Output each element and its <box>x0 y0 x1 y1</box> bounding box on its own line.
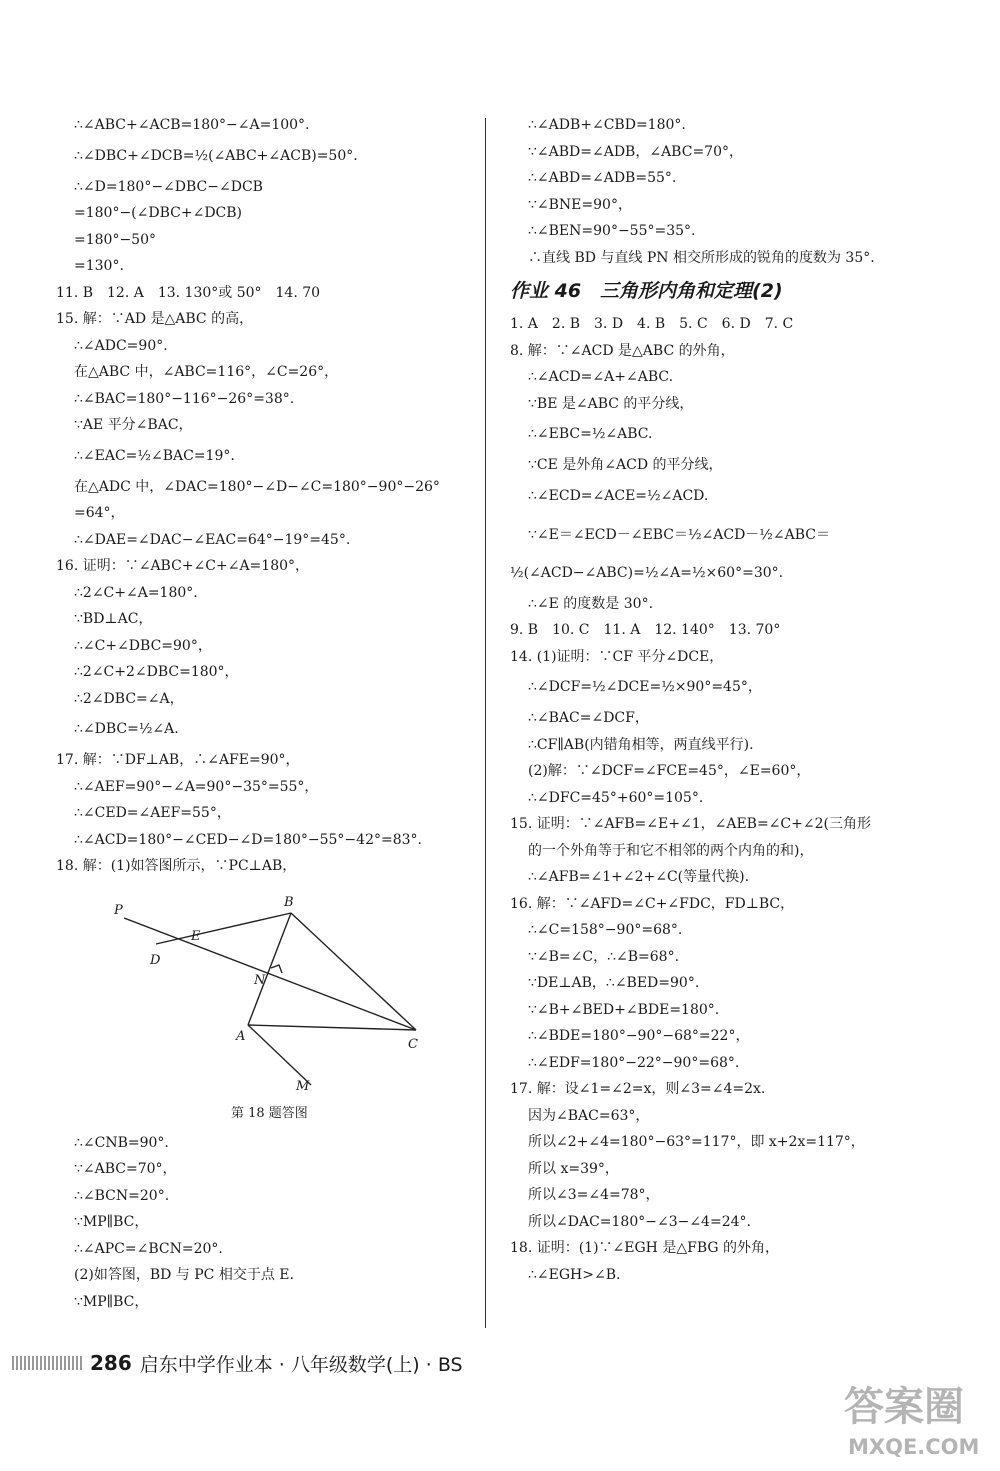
label-A: A <box>236 1028 246 1044</box>
text-line: ∴∠BEN=90°−55°=35°. <box>528 223 696 239</box>
text-line: ∴∠DCF=½∠DCE=½×90°=45°， <box>528 679 762 695</box>
text-line: ∴∠CED=∠AEF=55°， <box>74 805 231 821</box>
text-line: =180°−50° <box>74 231 156 248</box>
text-line: ∵AE 平分∠BAC， <box>74 417 193 433</box>
text-line: ∴∠BAC=180°−116°−26°=38°. <box>74 390 295 407</box>
text-line: 15. 解：∵AD 是△ABC 的高， <box>56 311 254 327</box>
text-line: ∴∠DAE=∠DAC−∠EAC=64°−19°=45°. <box>74 531 351 548</box>
text-line: ∴∠E 的度数是 30°. <box>528 595 654 612</box>
text-line: 17. 解：∵DF⊥AB，∴∠AFE=90°， <box>56 752 300 768</box>
text-line: 所以∠DAC=180°−∠3−∠4=24°. <box>528 1213 751 1230</box>
text-line: ∴∠EAC=½∠BAC=19°. <box>74 447 235 464</box>
text-line: ∵MP∥BC， <box>74 1214 149 1230</box>
text-line: ∴∠BDE=180°−90°−68°=22°， <box>528 1028 750 1044</box>
text-line: ∴∠EBC=½∠ABC. <box>528 426 653 442</box>
text-line: ∴2∠C+2∠DBC=180°， <box>74 664 239 680</box>
label-E: E <box>191 928 201 944</box>
text-line: ∴∠DBC=½∠A. <box>74 721 179 737</box>
text-line: ∵BE 是∠ABC 的平分线， <box>528 395 694 412</box>
column-divider <box>485 118 486 1328</box>
text-line: ∴2∠C+∠A=180°. <box>74 584 198 601</box>
text-line: ∵∠B=∠C，∴∠B=68°. <box>528 948 680 965</box>
label-B: B <box>284 894 294 910</box>
text-line: 9. B 10. C 11. A 12. 140° 13. 70° <box>510 622 781 638</box>
label-D: D <box>150 952 161 968</box>
text-line: 的一个外角等于和它不相邻的两个内角的和)， <box>528 842 814 859</box>
watermark-url: MXQE.COM <box>848 1435 980 1459</box>
text-line: 18. 解：(1)如答图所示，∵PC⊥AB， <box>56 858 297 874</box>
text-line: 16. 证明：∵∠ABC+∠C+∠A=180°， <box>56 558 310 574</box>
text-line: =64°， <box>74 505 125 521</box>
text-line: ∴∠ACD=∠A+∠ABC. <box>528 369 674 385</box>
text-line: 所以∠2+∠4=180°−63°=117°，即 x+2x=117°， <box>528 1134 865 1150</box>
text-line: ∴∠ADB+∠CBD=180°. <box>528 117 686 133</box>
text-line: ∴直线 BD 与直线 PN 相交所形成的锐角的度数为 35°. <box>528 249 875 266</box>
text-line: 所以 x=39°， <box>528 1160 619 1177</box>
text-line: ∴∠ADC=90°. <box>74 337 168 354</box>
text-line: 17. 解：设∠1=∠2=x，则∠3=∠4=2x. <box>510 1081 766 1097</box>
right-column-text <box>510 311 920 1288</box>
text-line: ∵∠ABC=70°， <box>74 1161 177 1177</box>
text-line: ∴∠AEF=90°−∠A=90°−35°=55°， <box>74 778 319 795</box>
text-line: ∴2∠DBC=∠A， <box>74 690 184 707</box>
text-line: 15. 证明：∵∠AFB=∠E+∠1，∠AEB=∠C+∠2(三角形 <box>510 816 871 832</box>
text-line: ∵∠B+∠BED+∠BDE=180°. <box>528 1001 720 1018</box>
text-line: ∴CF∥AB(内错角相等，两直线平行). <box>528 736 754 753</box>
text-line: ½(∠ACD−∠ABC)=½∠A=½×60°=30°. <box>510 564 784 581</box>
label-C: C <box>408 1036 418 1052</box>
book-title: 启东中学作业本 · 八年级数学(上) · BS <box>139 1353 463 1376</box>
label-N: N <box>254 972 266 988</box>
text-line: (2)如答图，BD 与 PC 相交于点 E. <box>74 1267 294 1283</box>
page-number: 286 <box>90 1351 132 1375</box>
text-line: 在△ABC 中，∠ABC=116°，∠C=26°， <box>74 364 339 380</box>
text-line: 因为∠BAC=63°， <box>528 1107 650 1124</box>
text-line: ∴∠EGH>∠B. <box>528 1266 621 1283</box>
text-line: ∵BD⊥AC， <box>74 611 153 627</box>
page-footer <box>12 1348 463 1378</box>
text-line: ∴∠DBC+∠DCB=½(∠ABC+∠ACB)=50°. <box>74 147 358 164</box>
label-P: P <box>114 902 123 918</box>
right-column-continuation <box>510 112 920 271</box>
text-line: 18. 证明：(1)∵∠EGH 是△FBG 的外角， <box>510 1240 780 1256</box>
text-line: ∵MP∥BC， <box>74 1293 149 1310</box>
text-line: ∴∠C+∠DBC=90°， <box>74 637 212 654</box>
text-line: ∴∠ABD=∠ADB=55°. <box>528 170 677 186</box>
text-line: ∴∠EDF=180°−22°−90°=68°. <box>528 1054 740 1071</box>
footer-decoration <box>12 1356 82 1370</box>
text-line: 8. 解：∵∠ACD 是△ABC 的外角， <box>510 342 735 359</box>
label-M: M <box>296 1078 310 1094</box>
left-column <box>56 112 466 1315</box>
text-line: (2)解：∵∠DCF=∠FCE=45°，∠E=60°， <box>528 763 811 779</box>
text-line: ∵∠E＝∠ECD－∠EBC＝½∠ACD－½∠ABC＝ <box>528 526 830 543</box>
question-18-figure <box>56 880 466 1130</box>
text-line: 1. A 2. B 3. D 4. B 5. C 6. D 7. C <box>510 316 794 332</box>
text-line: ∵DE⊥AB，∴∠BED=90°. <box>528 975 700 991</box>
text-line: ∵∠ABD=∠ADB，∠ABC=70°， <box>528 143 743 160</box>
text-line: ∴∠ABC+∠ACB=180°−∠A=100°. <box>74 117 310 133</box>
figure-caption: 第 18 题答图 <box>231 1105 308 1121</box>
text-line: 所以∠3=∠4=78°， <box>528 1187 660 1203</box>
text-line: ∴∠ECD=∠ACE=½∠ACD. <box>528 487 709 504</box>
left-column-text <box>56 112 466 880</box>
text-line: ∴∠CNB=90°. <box>74 1134 169 1151</box>
text-line: ∴∠D=180°−∠DBC−∠DCB <box>74 178 263 195</box>
text-line: 14. (1)证明：∵CF 平分∠DCE， <box>510 648 724 665</box>
text-line: ∴∠BCN=20°. <box>74 1187 170 1204</box>
text-line: =130°. <box>74 258 124 274</box>
text-line: =180°−(∠DBC+∠DCB) <box>74 205 243 221</box>
text-line: ∵CE 是外角∠ACD 的平分线， <box>528 457 723 473</box>
section-heading: 作业 46 三角形内角和定理(2) <box>510 280 783 302</box>
right-column <box>510 112 920 1288</box>
text-line: ∴∠AFB=∠1+∠2+∠C(等量代换). <box>528 869 750 885</box>
watermark-logo <box>836 1368 986 1463</box>
text-line: ∴∠C=158°−90°=68°. <box>528 922 683 938</box>
geometry-diagram <box>56 880 466 1130</box>
watermark-text: 答案圈 <box>844 1384 964 1430</box>
text-line: 11. B 12. A 13. 130°或 50° 14. 70 <box>56 284 321 301</box>
left-column-text-continued <box>56 1130 466 1316</box>
text-line: 16. 解：∵∠AFD=∠C+∠FDC，FD⊥BC， <box>510 895 795 912</box>
text-line: ∵∠BNE=90°， <box>528 196 632 213</box>
text-line: ∴∠ACD=180°−∠CED−∠D=180°−55°−42°=83°. <box>74 831 422 848</box>
text-line: 在△ADC 中，∠DAC=180°−∠D−∠C=180°−90°−26° <box>74 478 440 495</box>
text-line: ∴∠DFC=45°+60°=105°. <box>528 789 704 806</box>
text-line: ∴∠APC=∠BCN=20°. <box>74 1240 223 1257</box>
text-line: ∴∠BAC=∠DCF， <box>528 710 649 726</box>
